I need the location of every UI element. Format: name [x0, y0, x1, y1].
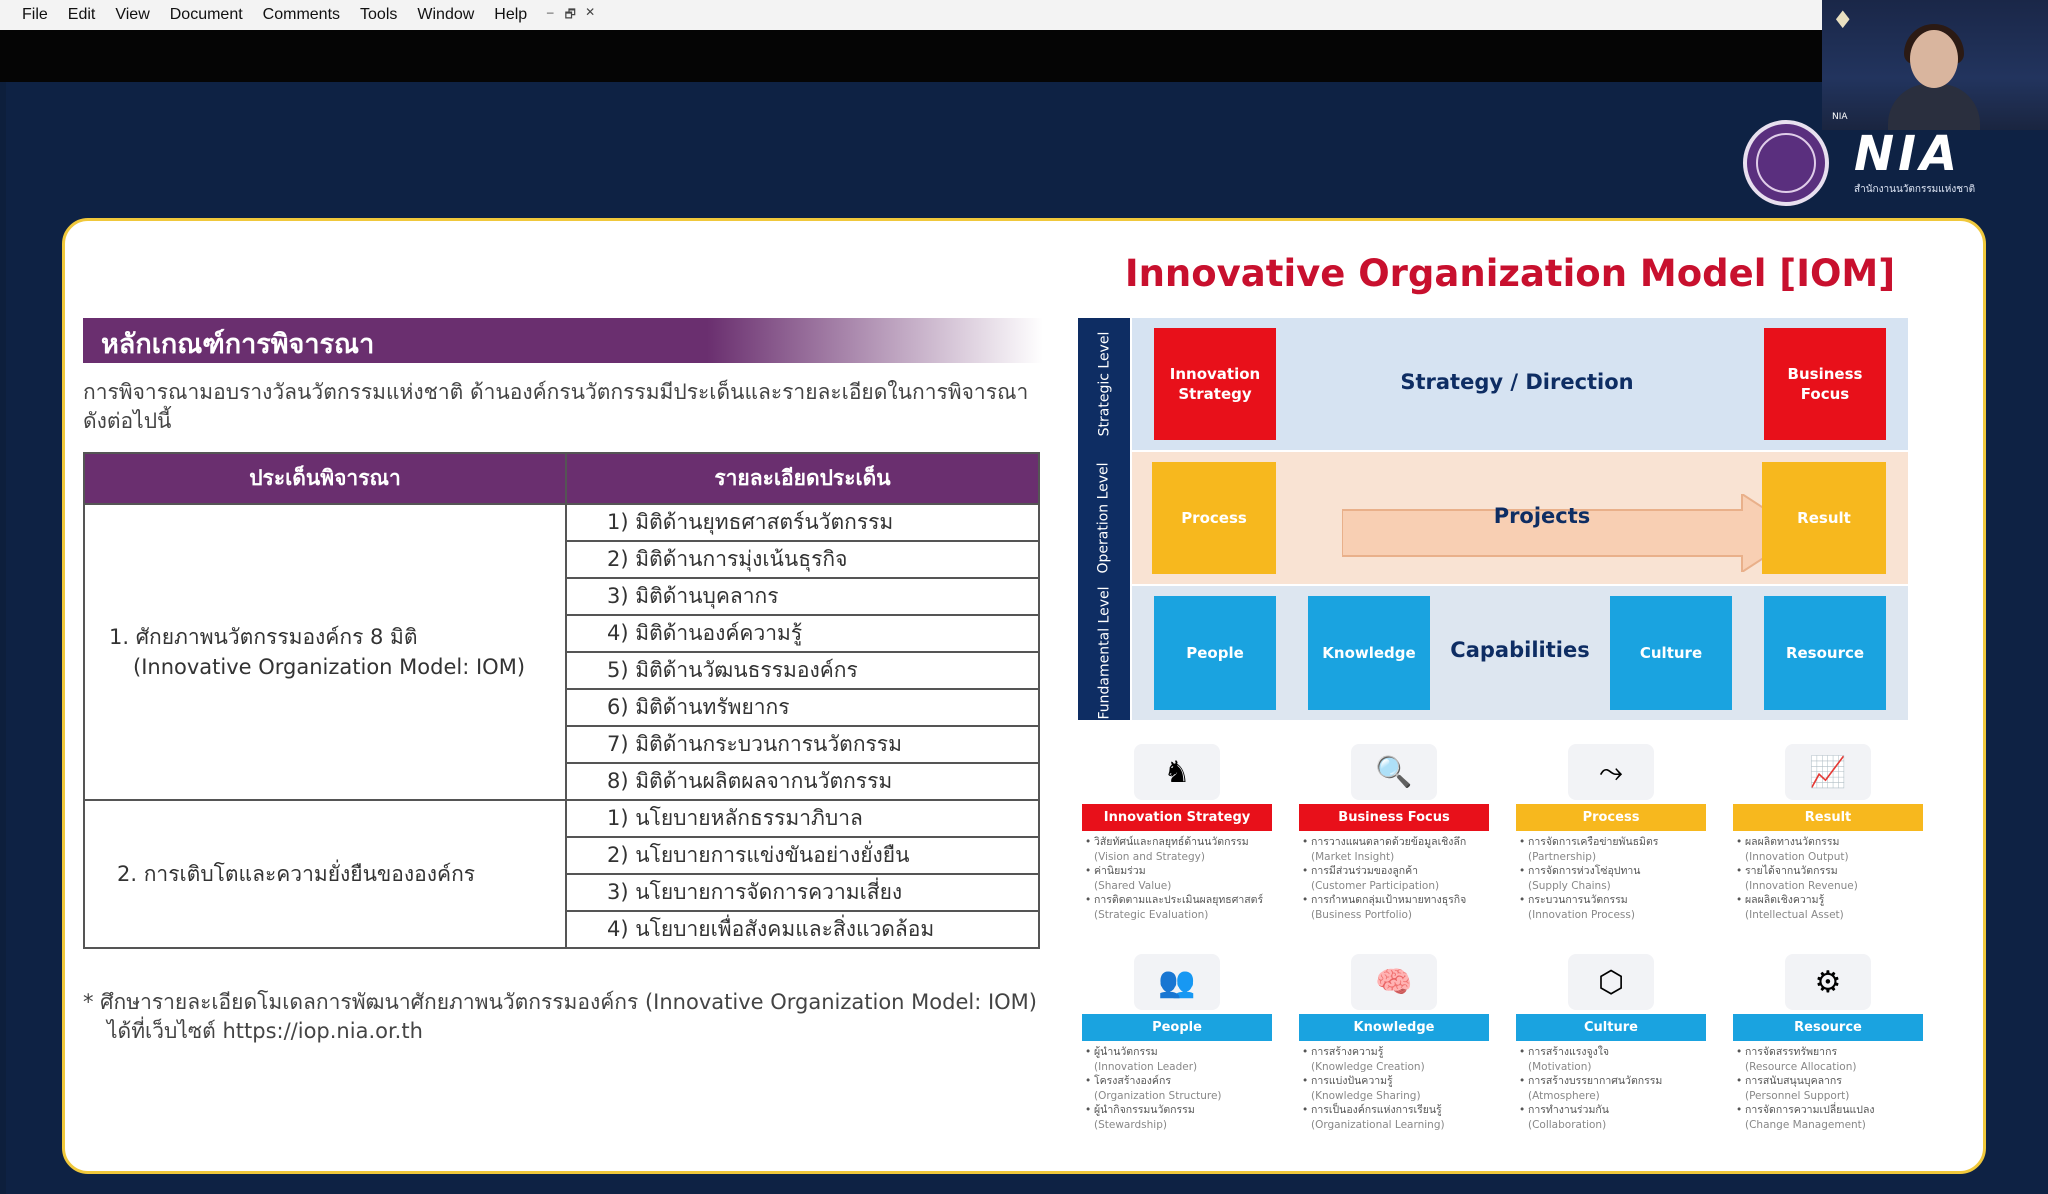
list-item	[1094, 1045, 1272, 1074]
list-item	[1311, 1103, 1489, 1132]
list-item	[1094, 893, 1272, 922]
list-item-thai: ผลผลิตเชิงความรู้	[1745, 894, 1825, 906]
magnifier-icon: 🔍	[1351, 744, 1437, 800]
menu-document[interactable]: Document	[169, 6, 243, 23]
process-box: Process	[1152, 462, 1276, 574]
operation-band	[1132, 452, 1908, 584]
table-row: 6) มิติด้านทรัพยากร	[566, 689, 1039, 726]
dimension-card-title: Knowledge	[1299, 1014, 1489, 1041]
list-item-thai: การวางแผนตลาดด้วยข้อมูลเชิงลึก	[1311, 836, 1467, 848]
list-item-thai: การสร้างแรงจูงใจ	[1528, 1046, 1610, 1058]
list-item-english: (Innovation Process)	[1528, 908, 1635, 921]
footnote-line-1: * ศึกษารายละเอียดโมเดลการพัฒนาศักยภาพนวัตกรรมองค์กร (Innovative Organization Model: IOM)	[83, 990, 1037, 1014]
criteria-intro: การพิจารณามอบรางวัลนวัตกรรมแห่งชาติ ด้านองค์กรนวัตกรรมมีประเด็นและรายละเอียดในการพิจารณาดังต่อไปนี้	[83, 380, 1029, 433]
dimension-card-innovation-strategy	[1082, 744, 1272, 922]
iom-title: Innovative Organization Model [IOM]	[1124, 252, 1896, 295]
menu-file[interactable]: File	[22, 6, 48, 23]
list-item	[1311, 835, 1489, 864]
list-item-thai: กระบวนการนวัตกรรม	[1528, 894, 1628, 906]
topic-1-title: 1. ศักยภาพนวัตกรรมองค์กร 8 มิติ	[109, 625, 418, 649]
table-row: 4) มิติด้านองค์ความรู้	[566, 615, 1039, 652]
chart-up-icon: 📈	[1785, 744, 1871, 800]
dimension-card-knowledge	[1299, 954, 1489, 1132]
minimize-icon[interactable]: –	[546, 4, 554, 19]
innovation-strategy-box: Innovation Strategy	[1154, 328, 1276, 440]
list-item-english: (Change Management)	[1745, 1118, 1866, 1131]
table-row: 1) นโยบายหลักธรรมาภิบาล	[566, 800, 1039, 837]
menu-comments[interactable]: Comments	[262, 6, 341, 23]
list-item-thai: การแบ่งปันความรู้	[1311, 1075, 1393, 1087]
dimension-card-items	[1299, 835, 1489, 922]
list-item	[1528, 835, 1706, 864]
list-item-english: (Motivation)	[1528, 1060, 1592, 1073]
dimension-card-title: Innovation Strategy	[1082, 804, 1272, 831]
dimension-card-title: Resource	[1733, 1014, 1923, 1041]
list-item	[1528, 1103, 1706, 1132]
list-item	[1745, 1103, 1923, 1132]
logo-spark-icon: ♦	[1832, 6, 1854, 34]
nia-logo-subtitle: สำนักงานนวัตกรรมแห่งชาติ	[1854, 184, 1976, 195]
table-header-detail: รายละเอียดประเด็น	[566, 453, 1039, 504]
table-row: 3) มิติด้านบุคลากร	[566, 578, 1039, 615]
strategic-level-label: Strategic Level	[1096, 331, 1113, 437]
table-row: 7) มิติด้านกระบวนการนวัตกรรม	[566, 726, 1039, 763]
dimension-card-title: Result	[1733, 804, 1923, 831]
list-item-thai: การกำหนดกลุ่มเป้าหมายทางธุรกิจ	[1311, 894, 1467, 906]
dimension-card-items	[1516, 1045, 1706, 1132]
list-item	[1528, 1074, 1706, 1103]
list-item-thai: วิสัยทัศน์และกลยุทธ์ด้านนวัตกรรม	[1094, 836, 1249, 848]
list-item	[1311, 864, 1489, 893]
list-item-thai: การมีส่วนร่วมของลูกค้า	[1311, 865, 1419, 877]
video-thumbnail[interactable]	[1822, 0, 2048, 130]
table-row: 2) มิติด้านการมุ่งเน้นธุรกิจ	[566, 541, 1039, 578]
window-controls	[543, 5, 597, 26]
list-item-thai: ค่านิยมร่วม	[1094, 865, 1146, 877]
dimension-card-people	[1082, 954, 1272, 1132]
result-box: Result	[1762, 462, 1886, 574]
dimension-card-title: Process	[1516, 804, 1706, 831]
menu-help[interactable]: Help	[494, 6, 528, 23]
footnote	[83, 988, 1043, 1046]
dimension-card-items	[1082, 835, 1272, 922]
dimension-card-items	[1082, 1045, 1272, 1132]
list-item	[1311, 1074, 1489, 1103]
operation-level-label: Operation Level	[1096, 462, 1113, 574]
list-item-english: (Customer Participation)	[1311, 879, 1440, 892]
footnote-line-2: ได้ที่เว็บไซต์ https://iop.nia.or.th	[107, 1019, 423, 1043]
close-icon[interactable]: ✕	[585, 4, 596, 19]
list-item-english: (Resource Allocation)	[1745, 1060, 1857, 1073]
list-item-thai: การติดตามและประเมินผลยุทธศาสตร์	[1094, 894, 1264, 906]
iom-diagram	[1078, 318, 1908, 720]
business-focus-box: Business Focus	[1764, 328, 1886, 440]
menu-tools[interactable]: Tools	[360, 6, 398, 23]
list-item	[1745, 835, 1923, 864]
people-box: People	[1154, 596, 1276, 710]
list-item	[1311, 1045, 1489, 1074]
resource-box: Resource	[1764, 596, 1886, 710]
list-item	[1745, 864, 1923, 893]
dimension-card-process	[1516, 744, 1706, 922]
topic-1-subtitle: (Innovative Organization Model: IOM)	[133, 655, 526, 679]
dimension-card-items	[1299, 1045, 1489, 1132]
list-item	[1094, 1074, 1272, 1103]
table-row: 1) มิติด้านยุทธศาสตร์นวัตกรรม	[566, 504, 1039, 541]
list-item-english: (Stewardship)	[1094, 1118, 1167, 1131]
topic-1-cell	[84, 504, 566, 800]
list-item-english: (Collaboration)	[1528, 1118, 1607, 1131]
dimension-card-items	[1733, 835, 1923, 922]
toolbar-area	[0, 30, 1822, 82]
capabilities-label: Capabilities	[1450, 638, 1590, 662]
culture-box: Culture	[1610, 596, 1732, 710]
list-item-thai: การสนับสนุนบุคลากร	[1745, 1075, 1842, 1087]
list-item-thai: การจัดการความเปลี่ยนแปลง	[1745, 1104, 1875, 1116]
list-item-thai: การจัดการห่วงโซ่อุปทาน	[1528, 865, 1641, 877]
list-item-thai: การทำงานร่วมกัน	[1528, 1104, 1609, 1116]
table-row: 3) นโยบายการจัดการความเสี่ยง	[566, 874, 1039, 911]
list-item-thai: ผลผลิตทางนวัตกรรม	[1745, 836, 1840, 848]
list-item	[1745, 1045, 1923, 1074]
topic-2-cell: 2. การเติบโตและความยั่งยืนขององค์กร	[84, 800, 566, 948]
dimension-card-culture	[1516, 954, 1706, 1132]
cloud-gear-icon: ⚙	[1785, 954, 1871, 1010]
chess-knight-icon: ♞	[1134, 744, 1220, 800]
list-item	[1311, 893, 1489, 922]
list-item	[1745, 1074, 1923, 1103]
knowledge-box: Knowledge	[1308, 596, 1430, 710]
list-item-thai: การเป็นองค์กรแห่งการเรียนรู้	[1311, 1104, 1442, 1116]
list-item-english: (Innovation Leader)	[1094, 1060, 1198, 1073]
criteria-heading-bar	[83, 318, 1043, 363]
table-row: 4) นโยบายเพื่อสังคมและสิ่งแวดล้อม	[566, 911, 1039, 948]
list-item-thai: รายได้จากนวัตกรรม	[1745, 865, 1838, 877]
dimension-card-result	[1733, 744, 1923, 922]
list-item-english: (Supply Chains)	[1528, 879, 1611, 892]
list-item-english: (Strategic Evaluation)	[1094, 908, 1209, 921]
list-item	[1094, 1103, 1272, 1132]
table-row: 5) มิติด้านวัฒนธรรมองค์กร	[566, 652, 1039, 689]
list-item-thai: การสร้างบรรยากาศนวัตกรรม	[1528, 1075, 1663, 1087]
fundamental-band	[1132, 586, 1908, 720]
dimension-card-items	[1733, 1045, 1923, 1132]
criteria-table	[83, 452, 1040, 949]
list-item-english: (Knowledge Creation)	[1311, 1060, 1425, 1073]
list-item-english: (Knowledge Sharing)	[1311, 1089, 1421, 1102]
list-item-english: (Organizational Learning)	[1311, 1118, 1445, 1131]
list-item-english: (Atmosphere)	[1528, 1089, 1600, 1102]
strategic-band	[1132, 318, 1908, 450]
list-item-thai: การจัดการเครือข่ายพันธมิตร	[1528, 836, 1659, 848]
list-item-english: (Personnel Support)	[1745, 1089, 1850, 1102]
list-item-english: (Vision and Strategy)	[1094, 850, 1205, 863]
dimension-card-business-focus	[1299, 744, 1489, 922]
projects-label: Projects	[1493, 504, 1591, 528]
network-icon: ⬡	[1568, 954, 1654, 1010]
dimension-card-title: Culture	[1516, 1014, 1706, 1041]
presenter-body	[1888, 84, 1980, 130]
restore-icon[interactable]: 🗗	[564, 6, 576, 21]
table-row: 2) นโยบายการแข่งขันอย่างยั่งยืน	[566, 837, 1039, 874]
list-item	[1094, 835, 1272, 864]
list-item-english: (Organization Structure)	[1094, 1089, 1222, 1102]
list-item	[1094, 864, 1272, 893]
list-item-english: (Shared Value)	[1094, 879, 1172, 892]
video-name-tag: NIA	[1832, 112, 1848, 122]
list-item	[1745, 893, 1923, 922]
fundamental-level-label: Fundamental Level	[1096, 586, 1112, 720]
list-item-thai: การจัดสรรทรัพยากร	[1745, 1046, 1838, 1058]
list-item-thai: การสร้างความรู้	[1311, 1046, 1384, 1058]
list-item	[1528, 864, 1706, 893]
list-item	[1528, 893, 1706, 922]
dimension-card-items	[1516, 835, 1706, 922]
ministry-seal-icon	[1743, 120, 1829, 206]
list-item-english: (Innovation Output)	[1745, 850, 1849, 863]
table-row: 8) มิติด้านผลิตผลจากนวัตกรรม	[566, 763, 1039, 800]
menu-view[interactable]: View	[115, 6, 150, 23]
menu-window[interactable]: Window	[417, 6, 475, 23]
head-gear-icon: 🧠	[1351, 954, 1437, 1010]
list-item-english: (Partnership)	[1528, 850, 1597, 863]
dimension-card-title: Business Focus	[1299, 804, 1489, 831]
nia-logo	[1854, 128, 1998, 198]
list-item-english: (Business Portfolio)	[1311, 908, 1413, 921]
list-item-english: (Innovation Revenue)	[1745, 879, 1858, 892]
path-icon: ⤳	[1568, 744, 1654, 800]
list-item-english: (Intellectual Asset)	[1745, 908, 1844, 921]
list-item-english: (Market Insight)	[1311, 850, 1395, 863]
menu-edit[interactable]: Edit	[67, 6, 96, 23]
list-item-thai: ผู้นำกิจกรรมนวัตกรรม	[1094, 1104, 1195, 1116]
dimension-card-title: People	[1082, 1014, 1272, 1041]
menu-bar	[0, 0, 1822, 31]
table-header-topic: ประเด็นพิจารณา	[84, 453, 566, 504]
list-item-thai: ผู้นำนวัตกรรม	[1094, 1046, 1158, 1058]
criteria-heading: หลักเกณฑ์การพิจารณา	[101, 329, 375, 360]
dimension-card-resource	[1733, 954, 1923, 1132]
nia-logo-word: NIA	[1854, 126, 1962, 182]
list-item-thai: โครงสร้างองค์กร	[1094, 1075, 1171, 1087]
people-icon: 👥	[1134, 954, 1220, 1010]
list-item	[1528, 1045, 1706, 1074]
presenter-face	[1910, 30, 1958, 88]
strategy-direction-label: Strategy / Direction	[1400, 370, 1634, 394]
